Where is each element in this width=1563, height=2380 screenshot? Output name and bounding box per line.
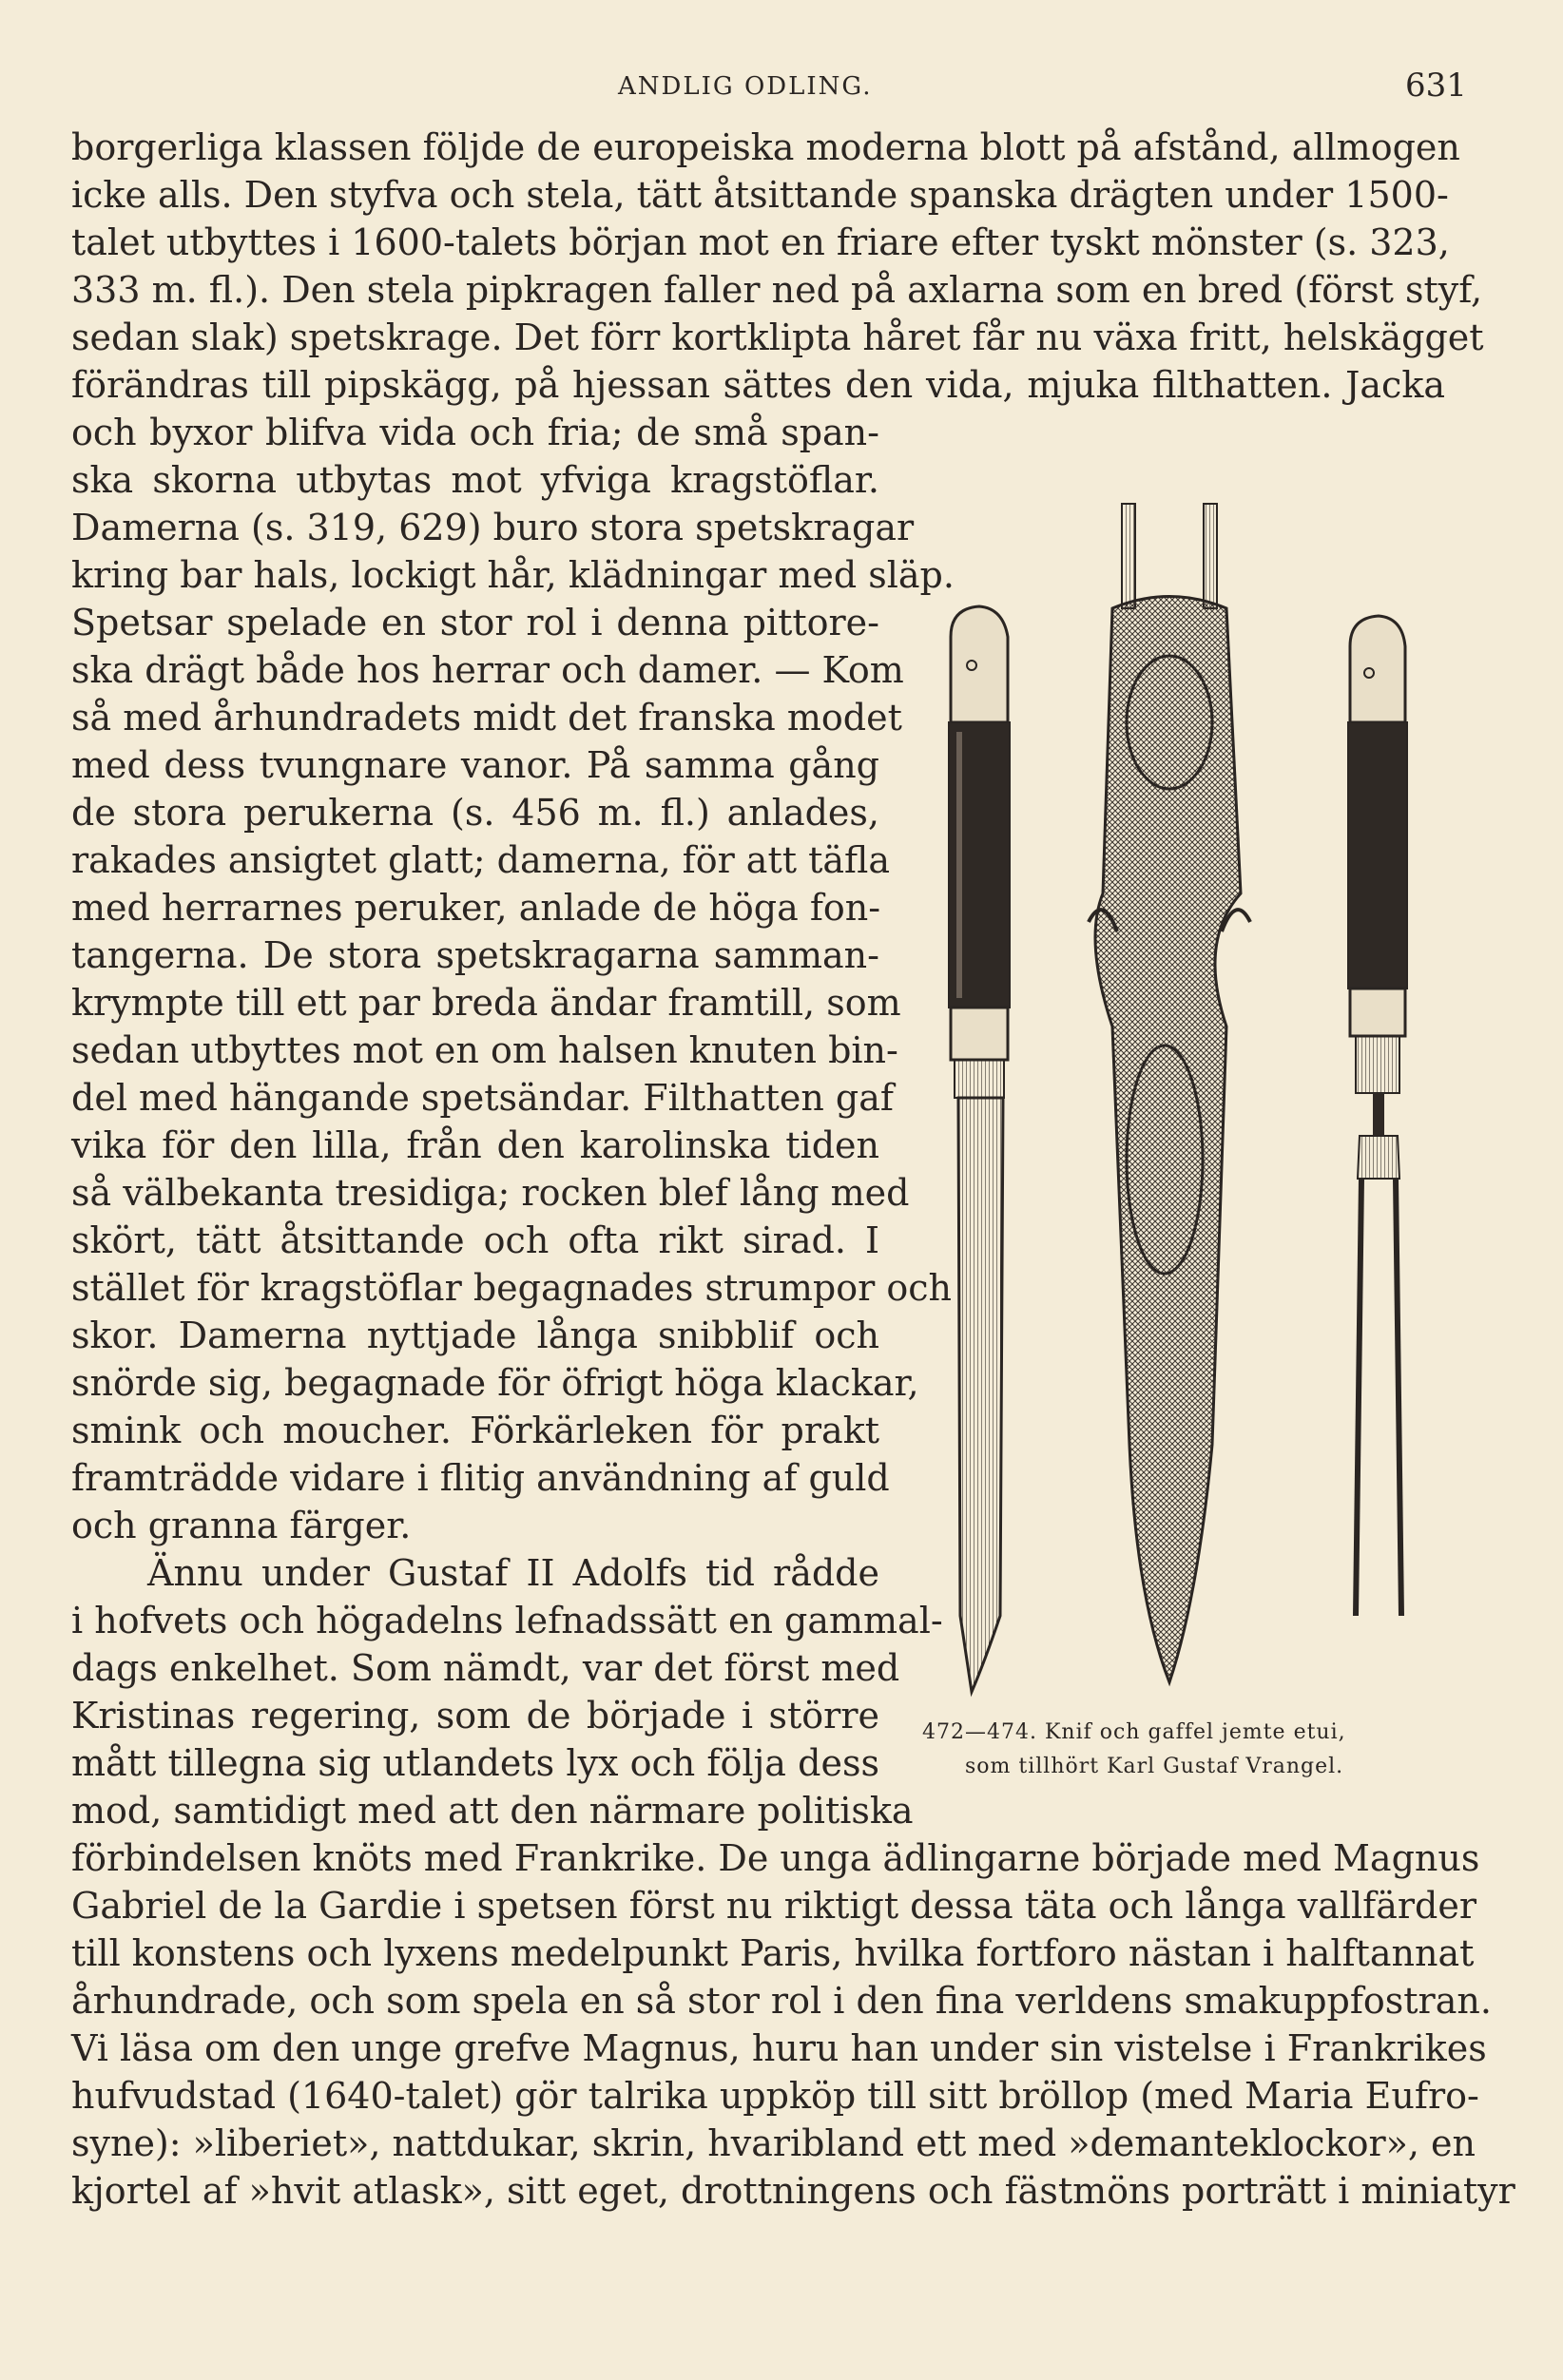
text-line: skor. Damerna nyttjade långa snibblif och <box>71 1315 879 1356</box>
text-line: till konstens och lyxens medelpunkt Paris, hvilka fortforo nästan i halftannat <box>71 1932 1475 1974</box>
text-line: del med hängande spetsändar. Filthatten gaf <box>71 1077 894 1119</box>
text-line: så med århundradets midt det franska modet <box>71 697 902 739</box>
body-text-column <box>71 409 955 1834</box>
figure-caption <box>922 1716 1474 1784</box>
text-line: mod, samtidigt med att den närmare politiska <box>71 1790 914 1832</box>
page-header <box>0 67 1563 105</box>
text-line: syne): »liberiet», nattdukar, skrin, hvaribland ett med »demanteklockor», en <box>71 2122 1476 2164</box>
text-line: kjortel af »hvit atlask», sitt eget, drottningens och fästmöns porträtt i miniatyr <box>71 2170 1515 2212</box>
caption-line: som tillhört Karl Gustaf Vrangel. <box>965 1755 1344 1778</box>
knife-illustration <box>949 606 1010 1692</box>
text-line: med dess tvungnare vanor. På samma gång <box>71 744 879 786</box>
text-line: tangerna. De stora spetskragarna samman- <box>71 934 879 976</box>
text-line: skört, tätt åtsittande och ofta rikt sirad. I <box>71 1219 879 1261</box>
text-line: och granna färger. <box>71 1505 412 1546</box>
text-line: så välbekanta tresidiga; rocken blef lång med <box>71 1172 910 1214</box>
text-line: mått tillegna sig utlandets lyx och följa dess <box>71 1742 879 1784</box>
text-line: rakades ansigtet glatt; damerna, för att täfla <box>71 839 891 881</box>
text-line: icke alls. Den styfva och stela, tätt åtsittande spanska drägten under 1500- <box>71 174 1449 216</box>
text-line: snörde sig, begagnade för öfrigt höga klackar, <box>71 1362 919 1404</box>
text-line: kring bar hals, lockigt hår, klädningar med släp. <box>71 554 955 596</box>
text-line: stället för kragstöflar begagnades strumpor och <box>71 1267 952 1309</box>
etui-illustration <box>1089 504 1250 1682</box>
text-line: och byxor blifva vida och fria; de små span- <box>71 412 879 453</box>
text-line: sedan slak) spetskrage. Det förr kortklipta håret får nu växa fritt, helskägget <box>71 317 1484 358</box>
text-line: 333 m. fl.). Den stela pipkragen faller ned på axlarna som en bred (först styf, <box>71 269 1483 311</box>
text-line: med herrarnes peruker, anlade de höga fon- <box>71 887 881 929</box>
text-line: Ännu under Gustaf II Adolfs tid rådde <box>147 1552 879 1594</box>
text-line: de stora perukerna (s. 456 m. fl.) anlades, <box>71 792 879 834</box>
text-line: smink och moucher. Förkärleken för prakt <box>71 1410 879 1451</box>
text-line: i hofvets och högadelns lefnadssätt en gammal- <box>71 1600 943 1641</box>
page-number: 631 <box>1405 67 1467 105</box>
engraving-svg <box>913 494 1445 1711</box>
text-line: Kristinas regering, som de började i större <box>71 1695 879 1737</box>
caption-line: 472—474. Knif och gaffel jemte etui, <box>922 1720 1346 1744</box>
text-line: Spetsar spelade en stor rol i denna pittore- <box>71 602 879 643</box>
text-line: Gabriel de la Gardie i spetsen först nu riktigt dessa täta och långa vallfärder <box>71 1885 1476 1927</box>
illustration-knife-fork-etui <box>913 494 1445 1711</box>
text-line: hufvudstad (1640-talet) gör talrika uppköp till sitt bröllop (med Maria Eufro- <box>71 2075 1479 2117</box>
text-line: förbindelsen knöts med Frankrike. De unga ädlingarne började med Magnus <box>71 1837 1480 1879</box>
text-line: Vi läsa om den unge grefve Magnus, huru han under sin vistelse i Frankrikes <box>71 2027 1487 2069</box>
fork-illustration <box>1348 616 1407 1616</box>
text-line: sedan utbyttes mot en om halsen knuten bin- <box>71 1029 898 1071</box>
body-text-top <box>71 124 1484 409</box>
text-line: förändras till pipskägg, på hjessan sättes den vida, mjuka filthatten. Jacka <box>71 364 1445 406</box>
text-line: ska drägt både hos herrar och damer. — Kom <box>71 649 904 691</box>
text-line: Damerna (s. 319, 629) buro stora spetskragar <box>71 507 915 548</box>
text-line: vika för den lilla, från den karolinska tiden <box>71 1124 879 1166</box>
text-line: talet utbyttes i 1600-talets början mot en friare efter tyskt mönster (s. 323, <box>71 221 1450 263</box>
text-line: krympte till ett par breda ändar framtill, som <box>71 982 901 1024</box>
text-line: dags enkelhet. Som nämdt, var det först med <box>71 1647 900 1689</box>
text-line: framträdde vidare i flitig användning af guld <box>71 1457 890 1499</box>
text-line: århundrade, och som spela en så stor rol i den fina verldens smakuppfostran. <box>71 1980 1492 2022</box>
running-head: ANDLIG ODLING. <box>618 72 873 101</box>
body-text-bottom <box>71 1834 1515 2215</box>
text-line: borgerliga klassen följde de europeiska moderna blott på afstånd, allmogen <box>71 126 1460 168</box>
text-line: ska skorna utbytas mot yfviga kragstöflar. <box>71 459 879 501</box>
